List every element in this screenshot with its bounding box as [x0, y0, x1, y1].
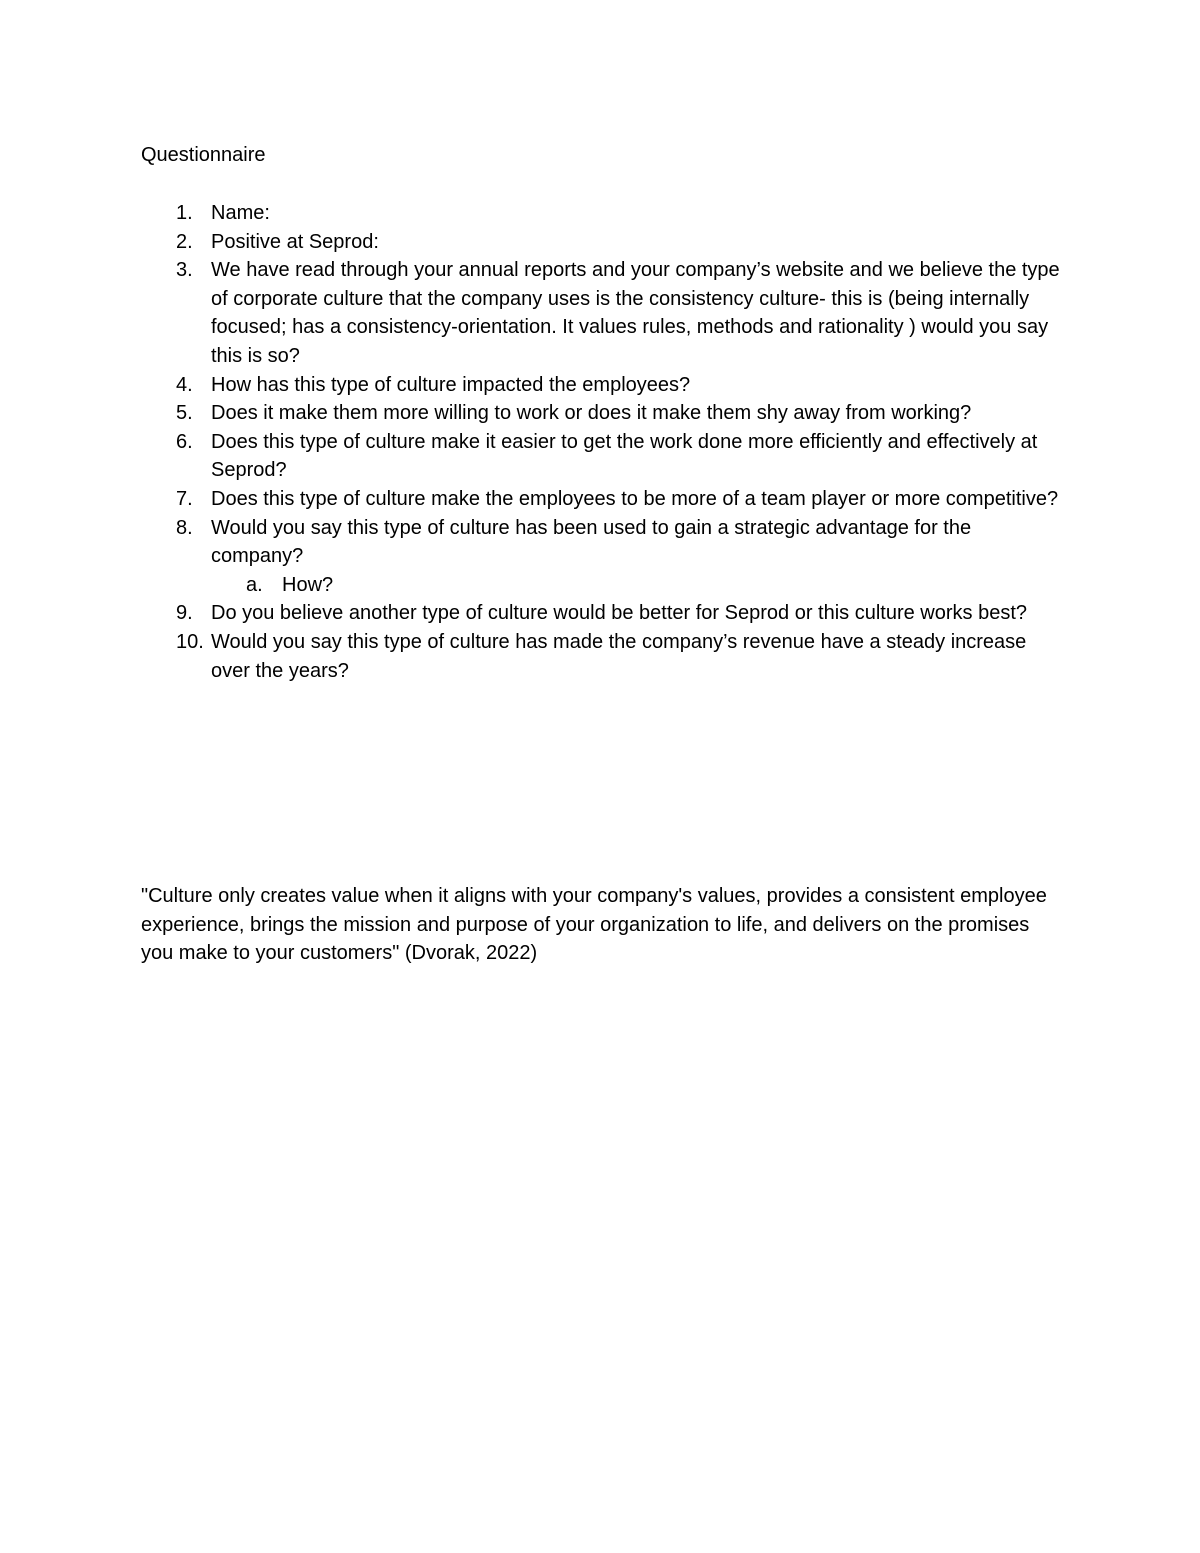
document-title: Questionnaire: [141, 144, 266, 166]
list-item-number: 3.: [176, 259, 193, 282]
list-item-text: Would you say this type of culture has been used to gain a strategic advantage for the company?: [211, 516, 972, 568]
list-item-text: Does this type of culture make it easier to get the work done more efficiently and effectively at Seprod?: [211, 430, 1038, 482]
list-item-number: 9.: [176, 602, 193, 625]
sub-list-item-letter: a.: [246, 573, 263, 596]
list-item: [141, 428, 1061, 485]
list-item: [141, 599, 1061, 628]
quote-paragraph: "Culture only creates value when it aligns with your company's values, provides a consistent employee experience, brings the mission and purpose of your organization to life, and delivers on the promises you make to your customers" (Dvorak, 2022): [141, 885, 1047, 965]
list-item: [141, 256, 1061, 370]
list-item-text: Would you say this type of culture has made the company’s revenue have a steady increase over the years?: [211, 630, 1027, 682]
list-item-text: How has this type of culture impacted the employees?: [211, 373, 691, 396]
list-item-text: Name:: [211, 202, 270, 224]
list-item-text: Do you believe another type of culture would be better for Seprod or this culture works best?: [211, 602, 1028, 625]
list-item-text: Positive at Seprod:: [211, 230, 379, 253]
question-list: [141, 199, 1061, 685]
list-item: [141, 228, 1061, 257]
list-item-number: 6.: [176, 430, 193, 453]
sub-list-item: [141, 571, 1061, 600]
list-item: [141, 199, 1061, 228]
list-item-number: 7.: [176, 487, 193, 510]
list-item-number: 5.: [176, 402, 193, 425]
list-item-number: 8.: [176, 516, 193, 539]
list-item-text: Does this type of culture make the employees to be more of a team player or more competitive?: [211, 487, 1059, 510]
list-item: [141, 628, 1061, 685]
list-item-number: 1.: [176, 202, 193, 224]
list-item-number: 2.: [176, 230, 193, 253]
list-item-number: 10.: [176, 630, 204, 653]
list-item: [141, 514, 1061, 571]
list-item: [141, 485, 1061, 514]
list-item-number: 4.: [176, 373, 193, 396]
list-item-text: Does it make them more willing to work or does it make them shy away from working?: [211, 402, 972, 425]
sub-list-item-text: How?: [282, 573, 334, 596]
list-item-text: We have read through your annual reports and your company’s website and we believe the type of corporate culture that the company uses is the consistency culture- this is (being internally focused; has a consistency-orientation. It values rules, methods and rationality ) would you say this is so?: [211, 259, 1060, 367]
list-item: [141, 399, 1061, 428]
list-item: [141, 371, 1061, 400]
